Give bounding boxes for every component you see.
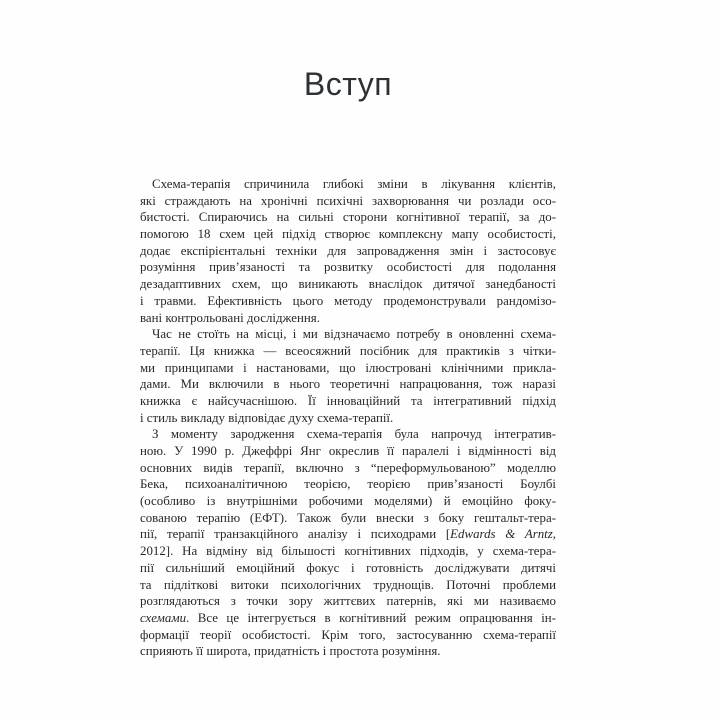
text-line: дезадаптивних схем, що виникають внаслідок дитячої занедбаності <box>140 277 556 292</box>
text-line: та підліткові витоки психологічних труднощів. Поточні проблеми <box>140 577 556 592</box>
text-line <box>140 526 556 543</box>
text-line: (особливо із внутрішніми робочими моделями) й емоційно фоку- <box>140 494 556 509</box>
text-line <box>140 610 556 627</box>
paragraph <box>140 426 556 660</box>
text-line: ми принципами і настановами, що ілюстровані клінічними прикла- <box>140 360 556 375</box>
text-line: сприяють її широта, придатність і простота розуміння. <box>140 644 441 659</box>
text-line: помогою 18 схем цей підхід створює комплексну мапу особистості, <box>140 227 556 242</box>
text-line: дами. Ми включили в нього теоретичні напрацювання, тож наразі <box>140 377 556 392</box>
text-line: які страждають на хронічні психічні захворювання чи розлади осо- <box>140 193 556 208</box>
italic-text: Edwards & Arntz <box>450 527 553 542</box>
italic-text: схемами <box>140 610 187 625</box>
text-line: 2012]. На відміну від більшості когнітивних підходів, у схема-тера- <box>140 544 556 559</box>
text-line: книжка є найсучаснішою. Її інноваційний та інтегративний підхід <box>140 393 556 408</box>
body-text <box>140 176 556 660</box>
text-line: вані контрольовані дослідження. <box>140 310 320 325</box>
text-line: і травми. Ефективність цього методу продемонстрували рандомізо- <box>140 293 556 308</box>
text-line: основних видів терапії, включно з “переформульованою” моделлю <box>140 460 556 475</box>
text-line: пії сильніший емоційний фокус і готовність досліджувати дитячі <box>140 560 556 575</box>
text-line: розуміння прив’язаності та розвитку особистості для подолання <box>140 260 556 275</box>
plain-text: пії, терапії транзакційного аналізу і психодрами [ <box>140 527 451 542</box>
chapter-title: Вступ <box>303 66 393 102</box>
text-line: сованою терапію (ЕФТ). Також були внески з боку гештальт-тера- <box>140 510 556 525</box>
text-line: бистості. Спираючись на сильні сторони когнітивної терапії, за до- <box>140 210 556 225</box>
text-line: Схема-терапія спричинила глибокі зміни в лікування клієнтів, <box>152 177 556 191</box>
plain-text: . Все це інтегрується в когнітивний режим опрацювання ін- <box>186 610 556 625</box>
text-line: і стиль викладу відповідає духу схема-терапії. <box>140 410 394 425</box>
text-line: формації теорії особистості. Крім того, застосуванню схема-терапії <box>140 627 556 642</box>
paragraph <box>140 326 556 426</box>
text-line: терапії. Ця книжка — всеосяжний посібник для практиків з чітки- <box>140 343 556 358</box>
text-line: додає експірієнтальні техніки для запровадження змін і застосовує <box>140 243 556 258</box>
text-line: ною. У 1990 р. Джеффрі Янг окреслив її паралелі і відмінності від <box>140 444 556 458</box>
text-line: З моменту зародження схема-терапія була напрочуд інтегратив- <box>152 427 556 442</box>
text-line: Час не стоїть на місці, і ми відзначаємо потребу в оновленні схема- <box>152 327 556 342</box>
plain-text: , <box>552 527 556 542</box>
text-line: розглядаються з точки зору життєвих патернів, які ми називаємо <box>140 594 556 609</box>
text-line: Бека, психоаналітичною теорією, теорією прив’язаності Боулбі <box>140 477 556 492</box>
paragraph <box>140 176 556 326</box>
